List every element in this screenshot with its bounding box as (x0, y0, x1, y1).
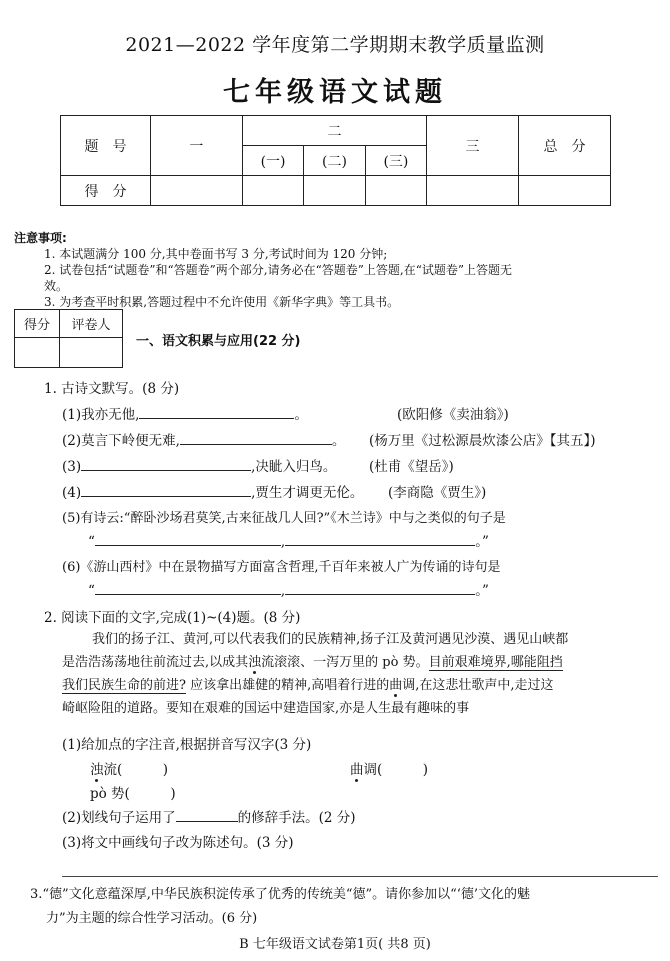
q1-line-2 (62, 429, 345, 449)
answer-blank[interactable] (81, 457, 251, 471)
answer-blank[interactable] (180, 431, 332, 445)
score-cell (151, 176, 243, 206)
question-1-title: 1. 古诗文默写。(8 分) (44, 381, 180, 397)
answer-blank[interactable] (95, 532, 281, 546)
section-heading: 一、语文积累与应用(22 分) (136, 334, 301, 349)
q1-line-1-end: 。 (294, 407, 308, 423)
score-table-col-total: 总 分 (518, 116, 610, 176)
q1-line-1-source: (欧阳修《卖油翁》) (397, 407, 509, 423)
q1-line-5: (5)有诗云:“醉卧沙场君莫笑,古来征战几人回?”《木兰诗》中与之类似的句子是 (62, 511, 506, 526)
notes-title: 注意事项: (14, 231, 67, 245)
q1-line-6-answer (88, 579, 489, 599)
q1-line-4-prompt: (4) (62, 485, 82, 501)
grader-score-label: 得分 (15, 310, 60, 338)
quote-close: 。” (475, 583, 489, 599)
q1-line-1-prompt: (1)我亦无他, (62, 407, 140, 423)
q2-sub-3: (3)将文中画线句子改为陈述句。(3 分) (62, 835, 294, 851)
q1-line-4 (62, 481, 363, 501)
q1-line-2-prompt: (2)莫言下岭便无难, (62, 433, 180, 449)
underlined-sentence: 目前艰难境界,哪能阻挡 (428, 655, 563, 670)
exam-period-heading: 2021—2022 学年度第二学期期末教学质量监测 (125, 34, 545, 56)
exam-title: 七年级语文试题 (223, 77, 447, 108)
question-3-line-1: 3.“德”文化意蕴深厚,中华民族积淀传承了优秀的传统美“德”。请你参加以“‘德’文化的魅 (30, 887, 531, 902)
grader-reviewer-label: 评卷人 (60, 310, 123, 338)
q2-word-3[interactable]: pò 势( ) (90, 786, 176, 802)
quote-open: “ (88, 583, 95, 599)
q1-line-4-end: ,贾生才调更无伦。 (251, 485, 364, 501)
quote-close: 。” (475, 534, 489, 550)
pinyin-blank[interactable]: 调( ) (363, 762, 429, 778)
q2-sub-2-text: 的修辞手法。(2 分) (237, 810, 356, 826)
q1-line-3-source: (杜甫《望岳》) (369, 459, 454, 475)
score-table (60, 115, 611, 206)
q1-line-3-end: ,决眦入归鸟。 (251, 459, 337, 475)
reading-passage (62, 628, 657, 720)
page-footer: B 七年级语文试卷第1页( 共8 页) (239, 937, 431, 952)
grader-box (14, 309, 123, 368)
notes-item: 1. 本试题满分 100 分,其中卷面书写 3 分,考试时间为 120 分钟; (44, 247, 388, 261)
q1-line-4-source: (李商隐《贾生》) (388, 485, 487, 501)
q2-sub-2 (62, 806, 356, 826)
score-table-col-2: 二 (242, 116, 426, 146)
score-cell (518, 176, 610, 206)
passage-line (62, 651, 657, 674)
dotted-char: 浊 (90, 762, 104, 778)
score-table-col-3: 三 (427, 116, 519, 176)
answer-blank[interactable] (285, 532, 475, 546)
score-cell (242, 176, 303, 206)
score-table-col-1: 一 (151, 116, 243, 176)
passage-line: 我们的扬子江、黄河,可以代表我们的民族精神,扬子江及黄河遇见沙漠、遇见山峡都 (92, 632, 569, 647)
answer-blank[interactable] (95, 581, 281, 595)
answer-blank[interactable] (139, 405, 294, 419)
score-table-label-number: 题 号 (61, 116, 151, 176)
score-cell (427, 176, 519, 206)
q2-sub-2-text: (2)划线句子运用了 (62, 810, 176, 826)
answer-blank[interactable] (81, 483, 251, 497)
notes-item: 3. 为考查平时积累,答题过程中不允许使用《新华字典》等工具书。 (44, 295, 400, 309)
comma: , (280, 583, 286, 599)
q2-word-2 (350, 758, 428, 778)
grader-reviewer-cell (60, 338, 123, 368)
passage-text: 是浩浩荡荡地往前流过去,以成其 (62, 655, 249, 670)
score-cell (304, 176, 365, 206)
q1-line-2-end: 。 (331, 433, 346, 449)
score-table-sub-1: (一) (242, 146, 303, 176)
grader-score-cell (15, 338, 60, 368)
notes-item: 2. 试卷包括“试题卷”和“答题卷”两个部分,请务必在“答题卷”上答题,在“试题卷”上答题无 (44, 263, 512, 277)
q1-line-2-source: (杨万里《过松源晨炊漆公店》【其五】) (369, 433, 596, 449)
score-cell (365, 176, 426, 206)
q1-line-3 (62, 455, 336, 475)
passage-text: 流滚滚、一泻万里的 pò 势。 (261, 655, 429, 670)
question-2-title: 2. 阅读下面的文字,完成(1)~(4)题。(8 分) (44, 610, 301, 626)
q2-sub-1: (1)给加点的字注音,根据拼音写汉字(3 分) (62, 737, 312, 753)
q1-line-6: (6)《游山西村》中在景物描写方面富含哲理,千百年来被人广为传诵的诗句是 (62, 560, 501, 575)
underlined-sentence: 我们民族生命的前进? (62, 678, 186, 693)
question-3-line-2: 力”为主题的综合性学习活动。(6 分) (46, 911, 258, 926)
comma: , (280, 534, 286, 550)
passage-line (62, 674, 657, 697)
q2-word-1 (90, 758, 168, 778)
q1-line-3-prompt: (3) (62, 459, 82, 475)
passage-line: 崎岖险阻的道路。要知在艰难的国运中建造国家,亦是人生最有趣味的事 (62, 701, 470, 716)
pinyin-blank[interactable]: 流( ) (103, 762, 169, 778)
notes-item: 效。 (44, 279, 69, 293)
score-table-sub-3: (三) (365, 146, 426, 176)
quote-open: “ (88, 534, 95, 550)
answer-blank[interactable] (176, 808, 238, 822)
passage-text: 调,在这悲壮歌声中,走过这 (402, 678, 554, 693)
notes-block (14, 230, 512, 310)
dotted-char-zhuo: 浊 (248, 655, 262, 670)
dotted-char-qu: 曲 (389, 678, 403, 693)
score-table-sub-2: (二) (304, 146, 365, 176)
q1-line-1 (62, 403, 308, 423)
q1-line-5-answer (88, 530, 489, 550)
answer-blank[interactable] (285, 581, 475, 595)
score-table-label-score: 得 分 (61, 176, 151, 206)
dotted-char: 曲 (350, 762, 364, 778)
passage-text: 应该拿出雄健的精神,高唱着行进的 (185, 678, 390, 693)
answer-line[interactable] (62, 876, 658, 877)
